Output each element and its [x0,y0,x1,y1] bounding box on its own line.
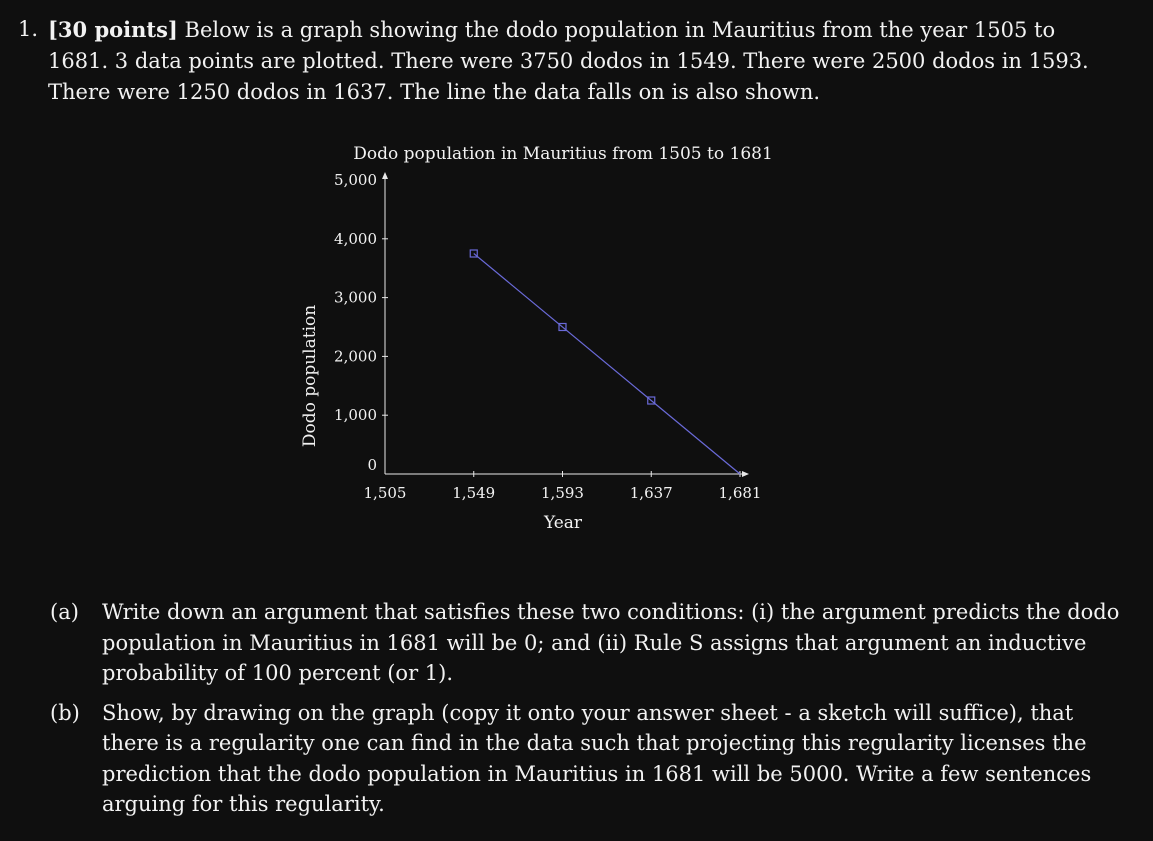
question-parts [50,597,1120,829]
part-a-label: (a) [50,600,79,624]
x-axis-arrow [742,471,749,477]
dodo-chart [290,136,790,546]
x-tick-label: 1,549 [452,484,496,502]
question-points: [30 points] [48,17,178,42]
chart-svg [290,136,790,546]
part-b-label: (b) [50,700,80,725]
series-line [474,254,740,475]
y-axis-arrow [382,172,388,179]
part-b-text: Show, by drawing on the graph (copy it onto your answer sheet - a sketch will suffice), that there is a regularity one can find in the data such that projecting this regularity licenses the prediction that the dodo population in Mauritius in 1681 will be 5000. Write a few sentences arguing for this regularity. [102,700,1092,816]
part-a [50,597,1120,689]
x-tick-label: 1,681 [718,484,762,502]
question-body: Below is a graph showing the dodo population in Mauritius from the year 1505 to 1681. 3 data points are plotted. There were 3750 dodos in 1549. There were 2500 dodos in 1593. There were 1250 dodos in 1637. The line the data falls on is also shown. [48,18,1089,104]
question-block [18,14,1118,108]
question-text [48,14,1118,108]
chart-ylabel: Dodo population [300,304,320,448]
y-tick-label: 5,000 [334,171,377,189]
y-tick-label: 1,000 [334,406,377,425]
y-tick-label: 0 [367,456,377,474]
x-tick-label: 1,593 [541,484,584,502]
chart-xlabel: Year [543,513,583,533]
chart-series [470,250,740,474]
chart-title: Dodo population in Mauritius from 1505 to 1681 [353,144,773,164]
question-number: 1. [18,17,39,41]
y-tick-label: 4,000 [334,229,377,248]
chart-ticks [334,171,761,502]
x-tick-label: 1,505 [363,484,407,502]
y-tick-label: 3,000 [334,288,377,307]
part-a-text: Write down an argument that satisfies these two conditions: (i) the argument predicts the dodo population in Mauritius in 1681 will be 0; and (ii) Rule S assigns that argument an inductive probability of 100 percent (or 1). [102,600,1120,685]
y-tick-label: 2,000 [334,347,377,366]
x-tick-label: 1,637 [629,484,673,502]
part-b [50,698,1120,820]
